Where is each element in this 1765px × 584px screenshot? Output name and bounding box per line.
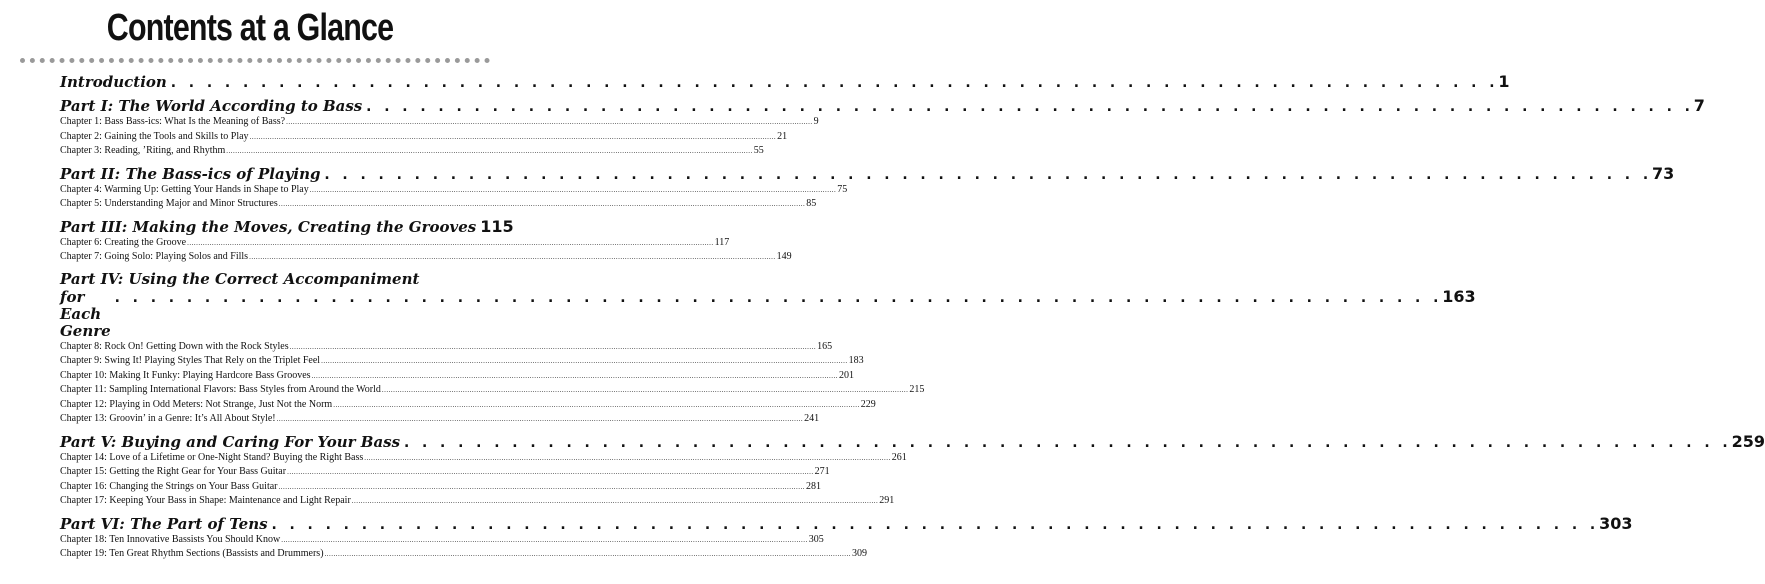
page-number: 55 (753, 145, 764, 156)
chapter-title: Chapter 1: Bass Bass-ics: What Is the Meaning of Bass? (60, 116, 286, 127)
page-number: 21 (777, 130, 788, 142)
dot-leader (325, 548, 852, 562)
chapter-title: Chapter 7: Going Solo: Playing Solos and Fills (60, 251, 249, 262)
page-number: 229 (860, 398, 876, 410)
chapter-title: Chapter 15: Getting the Right Gear for Your Bass Guitar (60, 466, 287, 477)
dot-leader (290, 341, 817, 355)
toc-chapter-6[interactable] (60, 236, 730, 251)
page-number: 261 (891, 451, 907, 463)
toc-chapter-12[interactable] (60, 398, 876, 413)
page-number: 309 (852, 548, 868, 559)
page-number: 215 (909, 384, 925, 395)
dot-leader (322, 165, 1650, 183)
dot-leader (382, 384, 909, 398)
page-number: 75 (837, 183, 848, 195)
page-number: 85 (806, 198, 817, 209)
page-number: 163 (1442, 286, 1476, 306)
page-number: 149 (776, 251, 792, 262)
dot-leader (279, 198, 806, 212)
page-number: 183 (848, 355, 864, 366)
page-number: 291 (879, 495, 895, 506)
page-number: 7 (1693, 96, 1705, 115)
toc-chapter-3[interactable] (60, 144, 764, 159)
page-number: 259 (1731, 431, 1765, 451)
dotted-divider (20, 58, 490, 63)
toc-chapter-5[interactable] (60, 197, 817, 212)
toc-part-3[interactable] (60, 216, 514, 236)
part-title: Part V: Buying and Caring For Your Bass (60, 432, 401, 451)
toc-chapter-7[interactable] (60, 250, 792, 265)
chapter-title: Chapter 2: Gaining the Tools and Skills to Play (60, 130, 249, 142)
dot-leader (364, 452, 891, 466)
toc-chapter-8[interactable] (60, 340, 833, 355)
dot-leader (113, 289, 1441, 306)
toc-chapter-2[interactable] (60, 130, 788, 145)
dot-leader (352, 495, 879, 509)
dot-leader (312, 370, 839, 384)
chapter-title: Chapter 10: Making It Funky: Playing Hardcore Bass Grooves (60, 369, 311, 381)
toc-entry-introduction[interactable] (60, 72, 1510, 91)
page-number: 115 (480, 216, 514, 236)
dot-leader (270, 515, 1598, 533)
page-number: 165 (817, 340, 833, 352)
part-title-line1: Part IV: Using the Correct Accompaniment (60, 269, 420, 288)
toc-chapter-19[interactable] (60, 547, 868, 562)
dot-leader (321, 355, 848, 369)
dot-leader (277, 413, 804, 427)
toc-chapter-1[interactable] (60, 115, 819, 130)
toc-chapter-13[interactable] (60, 412, 820, 427)
part-title: Part I: The World According to Bass (60, 97, 363, 115)
dot-leader (250, 131, 777, 145)
chapter-title: Chapter 8: Rock On! Getting Down with the Rock Styles (60, 340, 289, 352)
chapter-title: Chapter 19: Ten Great Rhythm Sections (Bassists and Drummers) (60, 548, 324, 559)
dot-leader (333, 399, 860, 413)
chapter-title: Chapter 17: Keeping Your Bass in Shape: Maintenance and Light Repair (60, 495, 351, 506)
part-title: Part III: Making the Moves, Creating the Grooves (60, 217, 477, 236)
dot-leader (281, 534, 808, 548)
toc-chapter-14[interactable] (60, 451, 907, 466)
dot-leader (187, 237, 714, 251)
chapter-title: Chapter 14: Love of a Lifetime or One-Night Stand? Buying the Right Bass (60, 451, 364, 463)
dot-leader (279, 481, 806, 495)
dot-leader (286, 116, 813, 130)
toc-chapter-4[interactable] (60, 183, 848, 198)
toc-chapter-15[interactable] (60, 465, 830, 480)
toc-chapter-9[interactable] (60, 354, 864, 369)
dot-leader (169, 73, 1497, 91)
chapter-title: Chapter 5: Understanding Major and Minor Structures (60, 198, 278, 209)
page-number: 201 (839, 369, 855, 381)
table-of-contents (60, 72, 1765, 562)
part-title: Introduction (60, 73, 167, 91)
page-number: 305 (808, 533, 824, 545)
chapter-title: Chapter 16: Changing the Strings on Your Bass Guitar (60, 480, 278, 492)
chapter-title: Chapter 4: Warming Up: Getting Your Hands in Shape to Play (60, 183, 309, 195)
page-number: 241 (804, 413, 820, 424)
part-title-line2: for Each Genre (60, 287, 111, 340)
chapter-title: Chapter 9: Swing It! Playing Styles That Rely on the Triplet Feel (60, 355, 321, 366)
toc-part-2[interactable] (60, 163, 1675, 183)
toc-part-5[interactable] (60, 431, 1765, 451)
toc-chapter-17[interactable] (60, 494, 895, 509)
dot-leader (402, 433, 1730, 451)
chapter-title: Chapter 13: Groovin’ in a Genre: It’s All About Style! (60, 413, 276, 424)
chapter-title: Chapter 18: Ten Innovative Bassists You Should Know (60, 533, 281, 545)
dot-leader (226, 145, 753, 159)
toc-chapter-16[interactable] (60, 480, 821, 495)
toc-part-1[interactable] (60, 96, 1705, 115)
chapter-title: Chapter 11: Sampling International Flavors: Bass Styles from Around the World (60, 384, 381, 395)
toc-part-4[interactable] (60, 269, 1476, 340)
toc-chapter-10[interactable] (60, 369, 855, 384)
page-number: 271 (814, 466, 830, 477)
page-number: 281 (806, 480, 821, 492)
part-title: Part II: The Bass-ics of Playing (60, 164, 321, 183)
dot-leader (310, 184, 837, 198)
toc-part-6[interactable] (60, 513, 1633, 533)
page-number: 73 (1652, 163, 1675, 183)
dot-leader (249, 251, 776, 265)
page-number: 303 (1599, 513, 1633, 533)
page-title: Contents at a Glance (106, 7, 394, 49)
page-number: 9 (813, 116, 819, 127)
toc-chapter-18[interactable] (60, 533, 824, 548)
part-title: Part VI: The Part of Tens (60, 514, 268, 533)
toc-chapter-11[interactable] (60, 383, 925, 398)
page-number: 1 (1498, 72, 1510, 91)
dot-leader (364, 97, 1692, 115)
dot-leader (287, 466, 814, 480)
chapter-title: Chapter 3: Reading, ’Riting, and Rhythm (60, 145, 226, 156)
chapter-title: Chapter 6: Creating the Groove (60, 236, 187, 248)
page-number: 117 (714, 236, 730, 248)
chapter-title: Chapter 12: Playing in Odd Meters: Not Strange, Just Not the Norm (60, 398, 333, 410)
